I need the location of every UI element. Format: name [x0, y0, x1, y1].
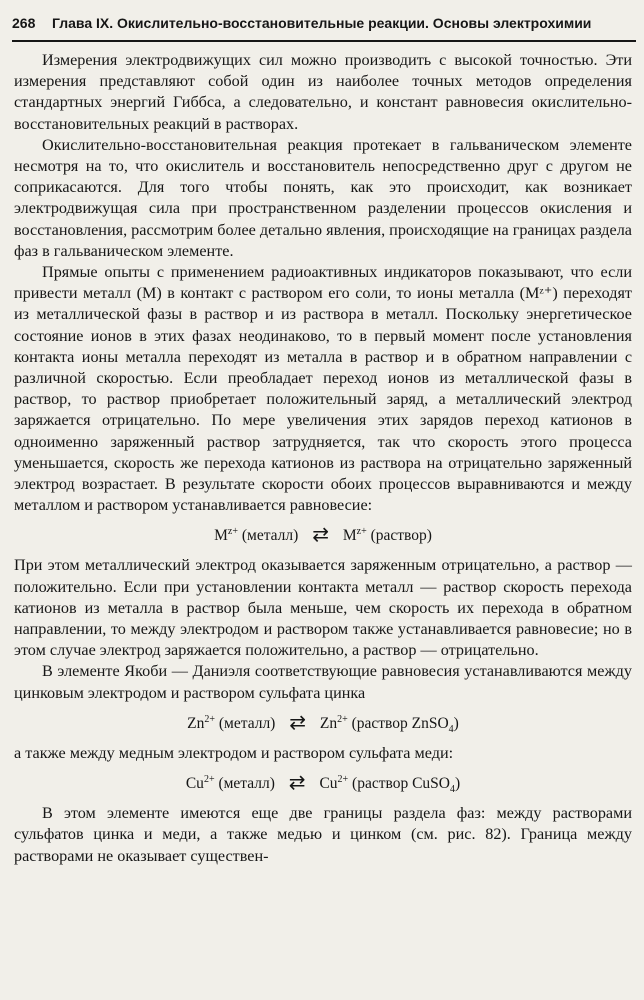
paragraph-radioactive-indicators: Прямые опыты с применением радиоактивных индикаторов показывают, что если привести металл (M) в контакт с раствором его соли, то ионы металла (Mᶻ⁺) переходят из металлической фазы в раствор и из раствора в металл. Поскольку энергетическое состояние ионов в этих фазах неодинаково, то в первый момент после установления контакта ионы металла переходят из металла в раствор и в обратном направлении с различной скоростью. Если преобладает переход ионов из металлической фазы в раствор, то раствор приобретает положительный заряд, а металлический электрод заряжается отрицательно. По мере увеличения этих зарядов переход катионов в одноименно заряженный раствор затрудняется, так что скорость этого процесса уменьшается, скорость же перехода катионов из раствора на отрицательно заряженный электрод возрастает. В результате скорости обоих процессов выравниваются и между металлом и раствором устанавливается равновесие:: [14, 263, 632, 515]
eq2-right-charge: 2+: [337, 713, 348, 725]
eq3-right-phase-suffix: ): [454, 775, 461, 793]
paragraph-electrode-charge: При этом металлический электрод оказывается заряженным отрицательно, а раствор — положительно. Если при установлении контакта металл — раствор скорость перехода катионов из металла в раствор была меньше, чем скорость их перехода в обратном направлении, то между электродом и раствором также устанавливается равновесие; но в этом случае электрод заряжается положительно, а раствор — отрицательно.: [14, 556, 632, 660]
eq2-right-ion: Zn: [319, 714, 338, 732]
paragraph-jacobi-daniell: В элементе Якоби — Даниэля соответствующие равновесия устанавливаются между цинковым электродом и раствором сульфата цинка: [14, 662, 632, 702]
equilibrium-arrow-icon: ⇄: [288, 772, 306, 795]
eq3-left-ion: Cu: [185, 775, 204, 793]
eq3-right-ion: Cu: [319, 775, 338, 793]
eq1-right-phase: (раствор): [370, 527, 432, 545]
eq2-left-ion: Zn: [187, 714, 205, 732]
eq3-right-charge: 2+: [337, 773, 349, 785]
eq1-right-charge: z+: [356, 526, 367, 538]
eq3-right-phase-prefix: (раствор CuSO: [352, 775, 450, 793]
running-header: [12, 9, 636, 37]
paragraph-phase-boundaries: В этом элементе имеются еще две границы раздела фаз: между растворами сульфатов цинка и меди, а также медью и цинком (см. рис. 82). Граница между растворами не оказывает существен-: [14, 804, 632, 865]
eq3-left-charge: 2+: [203, 773, 215, 785]
equilibrium-arrow-icon: ⇄: [289, 711, 306, 734]
paragraph-emf-measurements: Измерения электродвижущих сил можно производить с высокой точностью. Эти измерения представляют собой один из наиболее точных методов определения стандартных энергий Гиббса, а следовательно, и констант равновесия окислительно-восстановительных реакций в растворах.: [14, 51, 632, 133]
eq1-left-phase: (металл): [241, 527, 299, 545]
chapter-title: Глава IX. Окислительно-восстановительные реакции. Основы электрохимии: [52, 15, 592, 31]
equation-zinc: [14, 710, 632, 736]
eq2-right-phase-sub: 4: [448, 723, 454, 735]
eq1-left-charge: z+: [227, 526, 238, 538]
eq1-left-ion: M: [214, 527, 228, 545]
eq2-right-phase-prefix: (раствор ZnSO: [351, 714, 449, 732]
eq1-right-ion: M: [342, 527, 357, 545]
equation-metal-solution: [14, 522, 632, 548]
paragraph-galvanic-element: Окислительно-восстановительная реакция протекает в гальваническом элементе несмотря на то, что окислитель и восстановитель непосредственно друг с другом не соприкасаются. Для того чтобы понять, как это происходит, как возникает электродвижущая сила при пространственном разделении процессов окисления и восстановления, рассмотрим более детально явления, происходящие на границах раздела фаз в гальваническом элементе.: [14, 135, 632, 260]
equilibrium-arrow-icon: ⇄: [312, 524, 329, 547]
page-body: [14, 50, 632, 867]
page-number: 268: [12, 15, 36, 31]
eq2-left-charge: 2+: [204, 713, 215, 725]
eq2-right-phase-suffix: ): [453, 714, 459, 732]
equation-copper: [14, 770, 632, 796]
paragraph-copper: а также между медным электродом и раствором сульфата меди:: [14, 743, 454, 762]
eq3-left-phase: (металл): [218, 775, 275, 793]
eq3-right-phase-sub: 4: [449, 784, 455, 796]
header-rule: [12, 40, 636, 42]
eq2-left-phase: (металл): [218, 714, 276, 732]
